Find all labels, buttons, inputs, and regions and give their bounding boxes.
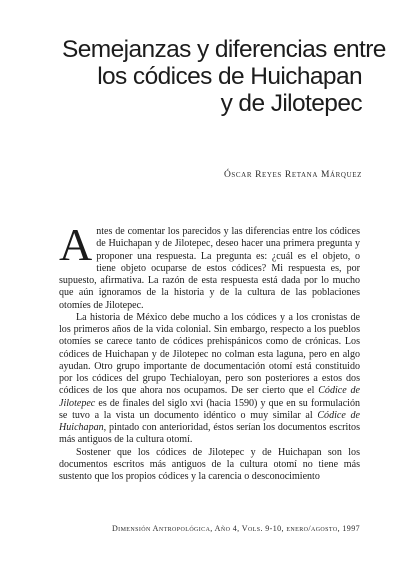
codex-huichapan-title: Códice de Huichapan <box>59 409 360 433</box>
paragraph-1-text: ntes de comentar los parecidos y las diferencias entre los códices de Huichapan y de Jilotepec, deseo hacer una primera pregunta y proponer una respuesta. La pregunta es: ¿cuál es el objeto, o tiene objeto ocuparse de estos códices? Mi respuesta es, por supuesto, afirmativa. La razón de esta respuesta está dada por lo mucho que aún ignoramos de la historia y de la cultura de las poblaciones otomíes de Jilotepec. <box>59 226 360 311</box>
paragraph-1 <box>59 219 360 312</box>
title-line-2: los códices de Huichapan <box>97 63 362 90</box>
article-title <box>62 36 386 117</box>
title-line-1: Semejanzas y diferencias entre <box>62 36 386 63</box>
paragraph-2 <box>59 312 360 447</box>
drop-cap: A <box>59 219 93 270</box>
codex-jilotepec-title: Códice de Jilotepec <box>59 385 360 409</box>
journal-footer: Dimensión Antropológica, Año 4, Vols. 9-10, enero/agosto, 1997 <box>112 524 360 533</box>
author-name: Óscar Reyes Retana Márquez <box>223 170 362 180</box>
paragraph-3: Sostener que los códices de Jilotepec y de Huichapan son los documentos escritos más antiguos de la cultura otomí no tiene más sustento que los propios códices y la carencia o desconocimiento <box>59 446 360 482</box>
paragraph-2-text-c: , pintado con anterioridad, éstos serían los documentos escritos más antiguos de la cultura otomí. <box>59 422 360 446</box>
paragraph-2-text-b: es de finales del siglo xvi (hacia 1590) y que en su formulación se tuvo a la vista un documento idéntico o muy similar al <box>59 397 360 421</box>
paragraph-2-text-a: La historia de México debe mucho a los códices y a los cronistas de los primeros años de la vida colonial. Sin embargo, respecto a los pueblos otomíes se carece tanto de códices prehispánicos como de crónicas. Los códices de Huichapan y de Jilotepec no colman esta laguna, pero en algo ayudan. Otro grupo importante de documentación otomí está constituido por los códices del grupo Techialoyan, pero son posteriores a estos dos códices de los que ahora nos ocupamos. De ser cierto que el <box>59 311 360 397</box>
article-body <box>59 219 360 483</box>
title-line-3: y de Jilotepec <box>220 90 362 117</box>
